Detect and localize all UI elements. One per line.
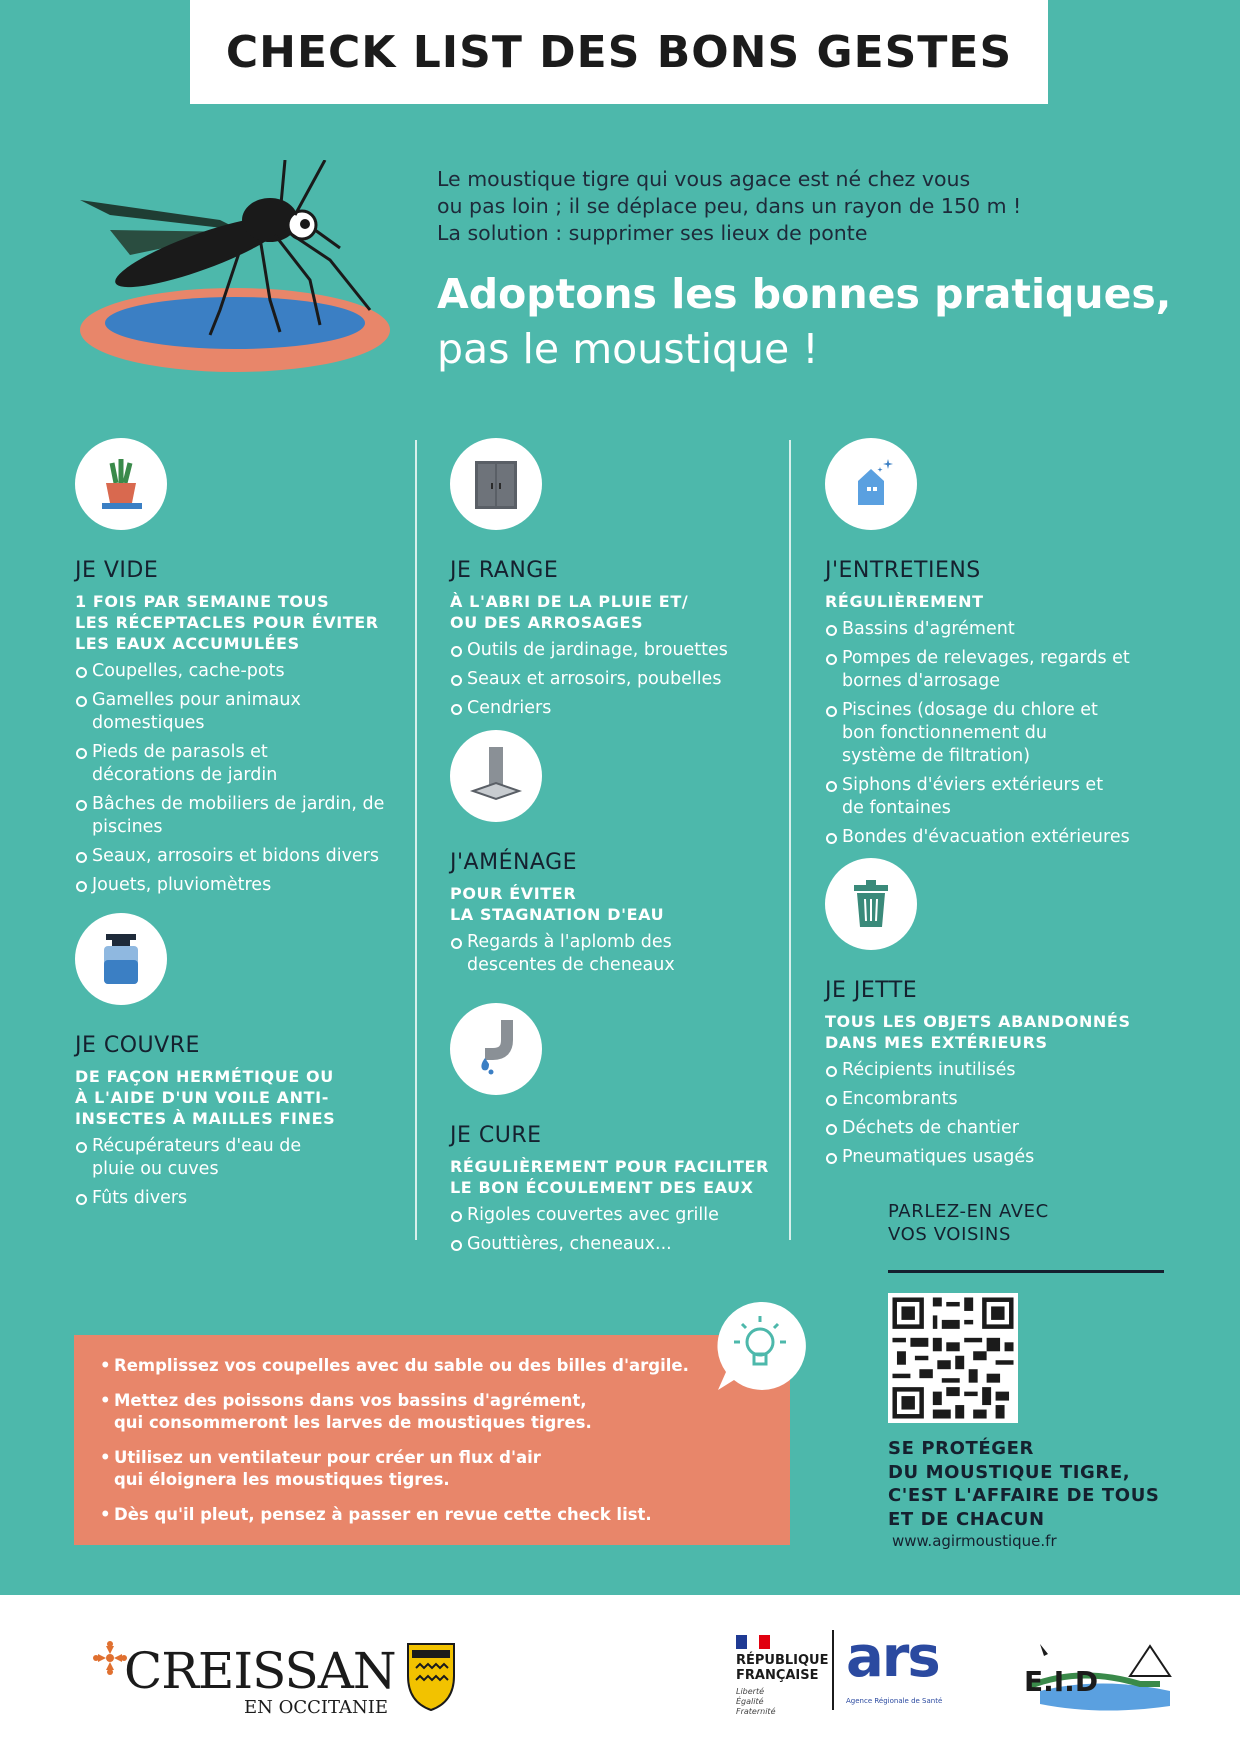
list-item: Encombrants: [825, 1088, 1165, 1111]
subtitle-line: LA STAGNATION D'EAU: [450, 905, 665, 924]
section-title: J'ENTRETIENS: [825, 558, 981, 583]
subtitle-line: DE FAÇON HERMÉTIQUE OU: [75, 1067, 334, 1086]
section-title: JE COUVRE: [75, 1033, 200, 1058]
subtitle-line: DANS MES EXTÉRIEURS: [825, 1033, 1048, 1052]
section-title: JE RANGE: [450, 558, 559, 583]
section-subtitle: [825, 591, 1165, 612]
tips-box: [74, 1335, 790, 1545]
intro-line: Le moustique tigre qui vous agace est né chez vous: [437, 167, 971, 191]
section-list: [450, 931, 790, 977]
plant-pot-icon: [92, 455, 150, 513]
list-item: Bondes d'évacuation extérieures: [825, 826, 1165, 849]
intro-text: [437, 166, 1197, 247]
list-item: Seaux et arrosoirs, poubelles: [450, 668, 790, 691]
icon-badge: [450, 730, 542, 822]
subtitle-line: RÉGULIÈREMENT: [825, 592, 984, 611]
list-item: Rigoles couvertes avec grille: [450, 1204, 790, 1227]
rf-name: [736, 1653, 829, 1683]
icon-badge: [450, 438, 542, 530]
section-list: [75, 660, 415, 897]
list-item: Gouttières, cheneaux...: [450, 1233, 790, 1256]
column-divider: [415, 440, 417, 1240]
ars-wordmark: ars: [846, 1625, 939, 1690]
creissan-subtitle: EN OCCITANIE: [244, 1697, 389, 1718]
motto-line: Égalité: [736, 1697, 764, 1706]
page-title: CHECK LIST DES BONS GESTES: [225, 26, 1013, 78]
eid-wordmark: E.I.D: [1024, 1665, 1099, 1698]
subtitle-line: 1 FOIS PAR SEMAINE TOUS: [75, 592, 330, 611]
title-banner: [190, 0, 1048, 104]
list-item: Pneumatiques usagés: [825, 1146, 1165, 1169]
tip-item: • Mettez des poissons dans vos bassins d'agrément, qui consommeront les larves de moustiques tigres.: [114, 1390, 790, 1434]
intro-line: ou pas loin ; il se déplace peu, dans un rayon de 150 m !: [437, 194, 1022, 218]
subtitle-line: INSECTES À MAILLES FINES: [75, 1109, 336, 1128]
subtitle-line: À L'AIDE D'UN VOILE ANTI-: [75, 1088, 329, 1107]
talk-line: VOS VOISINS: [888, 1224, 1012, 1245]
list-item: Coupelles, cache-pots: [75, 660, 415, 683]
list-item: Bâches de mobiliers de jardin, de piscines: [75, 793, 392, 839]
section-subtitle: [450, 591, 790, 633]
list-item: Regards à l'aplomb des descentes de cheneaux: [450, 931, 727, 977]
slogan-light: pas le moustique !: [437, 325, 819, 373]
section-title: J'AMÉNAGE: [450, 850, 578, 875]
republique-francaise-logo: [736, 1634, 829, 1717]
list-item: Gamelles pour animaux domestiques: [75, 689, 322, 735]
protect-line: C'EST L'AFFAIRE DE TOUS: [888, 1485, 1160, 1506]
protect-line: SE PROTÉGER: [888, 1438, 1034, 1459]
icon-badge: [75, 438, 167, 530]
section-title: JE CURE: [450, 1123, 542, 1148]
rf-line: RÉPUBLIQUE: [736, 1653, 829, 1668]
cabinet-icon: [467, 455, 525, 513]
list-item: Fûts divers: [75, 1187, 415, 1210]
list-item: Déchets de chantier: [825, 1117, 1165, 1140]
section-subtitle: [450, 1156, 790, 1198]
section-subtitle: [75, 591, 415, 654]
list-item: Cendriers: [450, 697, 790, 720]
list-item: Jouets, pluviomètres: [75, 874, 415, 897]
section-jette: [825, 858, 1165, 1175]
protect-line: ET DE CHACUN: [888, 1508, 1045, 1530]
subtitle-line: LES EAUX ACCUMULÉES: [75, 634, 300, 653]
list-item: Seaux, arrosoirs et bidons divers: [75, 845, 415, 868]
motto-line: Liberté: [736, 1687, 765, 1696]
rf-line: FRANÇAISE: [736, 1668, 819, 1683]
subtitle-line: POUR ÉVITER: [450, 884, 577, 903]
section-list: [450, 639, 790, 720]
section-amenage: [450, 730, 790, 983]
subtitle-line: LES RÉCEPTACLES POUR ÉVITER: [75, 613, 379, 632]
subtitle-line: RÉGULIÈREMENT POUR FACILITER: [450, 1157, 769, 1176]
list-item: Pompes de relevages, regards et bornes d'arrosage: [825, 647, 1142, 693]
section-list: [75, 1135, 415, 1210]
talk-line: PARLEZ-EN AVEC: [888, 1201, 1049, 1222]
list-item: Bassins d'agrément: [825, 618, 1165, 641]
subtitle-line: OU DES ARROSAGES: [450, 613, 644, 632]
section-subtitle: [825, 1011, 1165, 1053]
section-title: JE JETTE: [825, 978, 918, 1003]
tip-item: • Utilisez un ventilateur pour créer un flux d'air qui éloignera les moustiques tigres.: [114, 1447, 790, 1491]
list-item: Pieds de parasols et décorations de jardin: [75, 741, 322, 787]
mosquito-icon: [70, 160, 410, 390]
tip-item: • Dès qu'il pleut, pensez à passer en revue cette check list.: [114, 1504, 790, 1526]
icon-badge: [825, 858, 917, 950]
post-icon: [467, 747, 525, 805]
protect-message: [888, 1437, 1159, 1531]
section-title: JE VIDE: [75, 558, 159, 583]
talk-to-neighbours: [888, 1200, 1049, 1246]
section-cure: [450, 1003, 790, 1262]
section-range: [450, 438, 790, 726]
list-item: Piscines (dosage du chlore et bon fonctionnement du système de filtration): [825, 699, 1112, 768]
tip-item: • Remplissez vos coupelles avec du sable ou des billes d'argile.: [114, 1355, 790, 1377]
list-item: Siphons d'éviers extérieurs et de fontaines: [825, 774, 1112, 820]
intro-line: La solution : supprimer ses lieux de ponte: [437, 221, 868, 245]
ars-subtitle: Agence Régionale de Santé: [846, 1697, 943, 1705]
list-item: Outils de jardinage, brouettes: [450, 639, 790, 662]
ars-logo: [832, 1625, 982, 1715]
section-list: [825, 1059, 1165, 1169]
section-entretiens: [825, 438, 1165, 855]
section-vide: [75, 438, 415, 903]
subtitle-line: À L'ABRI DE LA PLUIE ET/: [450, 592, 689, 611]
section-subtitle: [75, 1066, 415, 1129]
creissan-name: CREISSAN: [124, 1642, 396, 1700]
section-list: [825, 618, 1165, 849]
website-link[interactable]: www.agirmoustique.fr: [892, 1532, 1057, 1550]
qr-code-icon[interactable]: [888, 1293, 1018, 1423]
subtitle-line: TOUS LES OBJETS ABANDONNÉS: [825, 1012, 1131, 1031]
protect-line: DU MOUSTIQUE TIGRE,: [888, 1461, 1131, 1483]
rf-motto: [736, 1687, 826, 1717]
flag-icon: [736, 1635, 770, 1649]
motto-line: Fraternité: [736, 1707, 776, 1716]
ars-logo-divider: [832, 1630, 836, 1710]
section-couvre: [75, 913, 415, 1216]
light-bulb-icon: [714, 1300, 806, 1392]
water-tank-icon: [92, 930, 150, 988]
icon-badge: [75, 913, 167, 1005]
trash-can-icon: [842, 875, 900, 933]
section-subtitle: [450, 883, 790, 925]
gutter-icon: [467, 1020, 525, 1078]
house-icon: [842, 455, 900, 513]
section-list: [450, 1204, 790, 1256]
list-item: Récipients inutilisés: [825, 1059, 1165, 1082]
tips-list: [74, 1335, 790, 1526]
icon-badge: [825, 438, 917, 530]
slogan-strong: Adoptons les bonnes pratiques,: [437, 270, 1172, 318]
divider-line: [888, 1270, 1164, 1273]
icon-badge: [450, 1003, 542, 1095]
list-item: Récupérateurs d'eau de pluie ou cuves: [75, 1135, 302, 1181]
subtitle-line: LE BON ÉCOULEMENT DES EAUX: [450, 1178, 754, 1197]
